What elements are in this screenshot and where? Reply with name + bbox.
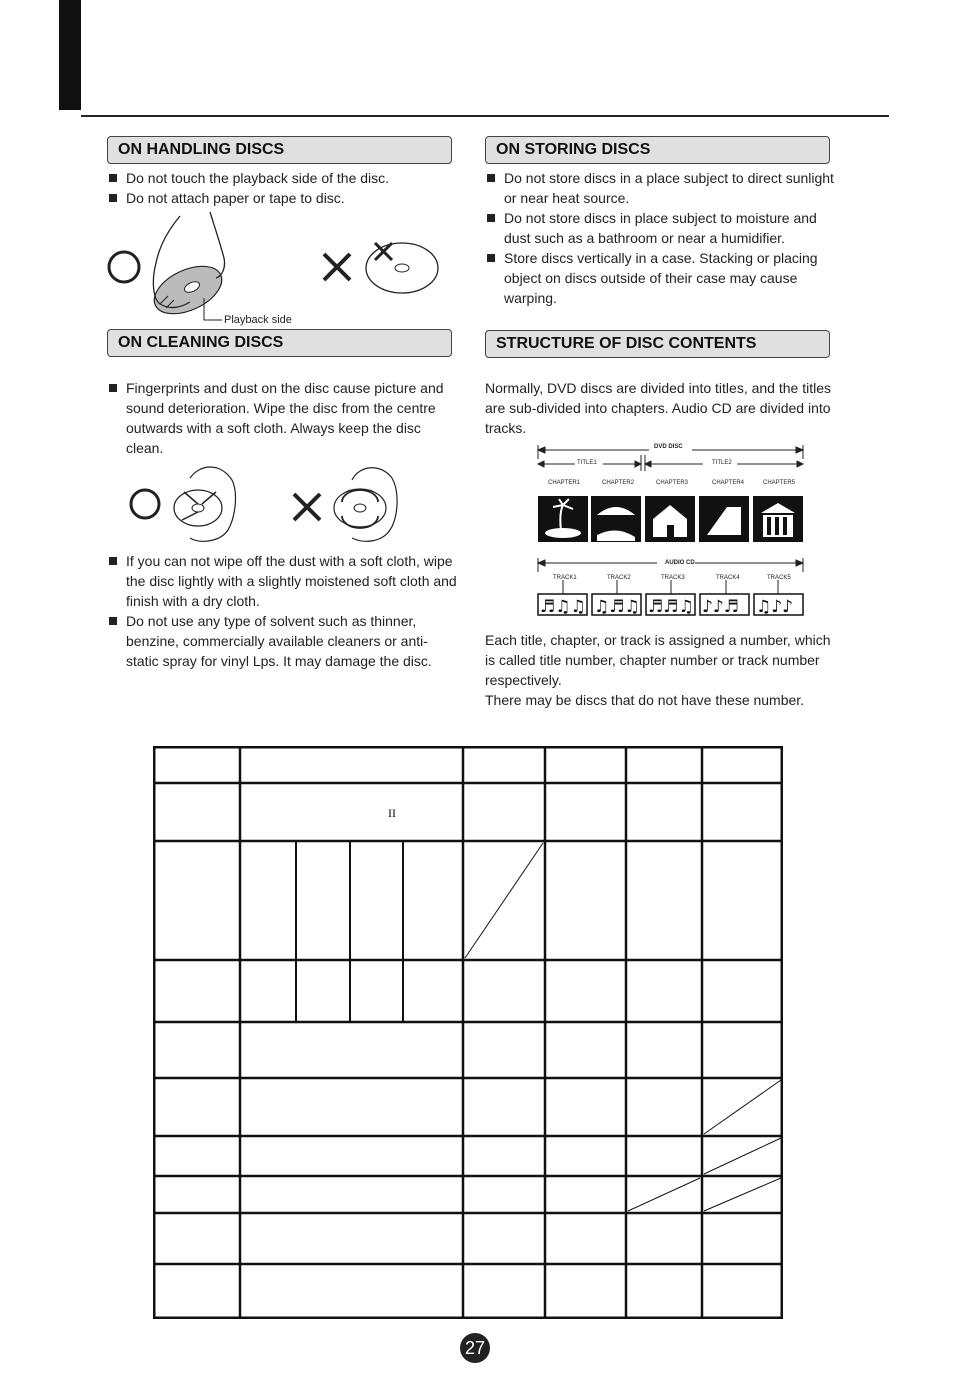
- header-rule: [81, 115, 889, 117]
- track-label: TRACK1: [553, 575, 577, 581]
- incorrect-x-icon: [324, 254, 350, 280]
- cd-structure-diagram: [537, 556, 804, 616]
- cleaning-bullet: Fingerprints and dust on the disc cause picture and sound deterioration. Wipe the disc from the centre outwards with a soft cloth. Always keep the disc clean.: [107, 378, 457, 458]
- storing-bullet: Store discs vertically in a case. Stacking or placing object on discs outside of their case may cause warping.: [485, 248, 835, 308]
- handling-illustration: [100, 208, 450, 326]
- chapter-label: CHAPTER5: [763, 480, 796, 486]
- svg-text:♫♪♪: ♫♪♪: [756, 597, 793, 616]
- title-label: TITLE1: [577, 460, 597, 466]
- handling-bullet: Do not touch the playback side of the disc.: [107, 168, 457, 188]
- structure-outro: [485, 630, 835, 710]
- cleaning-bullet: If you can not wipe off the dust with a soft cloth, wipe the disc lightly with a slightly moistened soft cloth and finish with a dry cloth.: [107, 551, 459, 611]
- chapter-label: CHAPTER3: [656, 480, 689, 486]
- storing-heading: ON STORING DISCS: [485, 136, 830, 164]
- dvd-disc-label: DVD DISC: [654, 444, 683, 450]
- numbering-note: Each title, chapter, or track is assigned a number, which is called title number, chapter number or track number respectively.: [485, 632, 831, 688]
- wipe-circular-disc-icon: [334, 468, 397, 542]
- page-tab-block: [59, 0, 81, 110]
- cleaning-illustration: [120, 458, 410, 546]
- correct-circle-icon: [131, 490, 159, 518]
- svg-text:♪♪♬: ♪♪♬: [702, 597, 739, 616]
- structure-intro: Normally, DVD discs are divided into titles, and the titles are sub-divided into chapters. Audio CD are divided into tracks.: [485, 380, 831, 436]
- chapter-label: CHAPTER4: [712, 480, 745, 486]
- wipe-outwards-disc-icon: [174, 467, 235, 541]
- missing-number-note: There may be discs that do not have these number.: [485, 692, 805, 708]
- correct-circle-icon: [109, 252, 139, 282]
- track-label: TRACK4: [716, 575, 740, 581]
- title-label: TITLE2: [712, 460, 732, 466]
- handling-bullet: Do not attach paper or tape to disc.: [107, 188, 457, 208]
- chapter-label: CHAPTER1: [548, 480, 581, 486]
- track-label: TRACK3: [661, 575, 685, 581]
- cleaning-list-2: [107, 551, 459, 671]
- storing-bullet: Do not store discs in place subject to moisture and dust such as a bathroom or near a humidifier.: [485, 208, 835, 248]
- cleaning-bullet: Do not use any type of solvent such as thinner, benzine, commercially available cleaners or anti-static spray for vinyl Lps. It may damage the disc.: [107, 611, 459, 671]
- dvd-structure-diagram: [537, 443, 804, 543]
- handling-list: [107, 168, 457, 208]
- hand-holding-disc-icon: [147, 212, 229, 323]
- track-label: TRACK2: [607, 575, 631, 581]
- handling-heading: ON HANDLING DISCS: [107, 136, 452, 164]
- track-label: TRACK5: [767, 575, 791, 581]
- audio-cd-label: AUDIO CD: [665, 560, 695, 566]
- playback-side-caption: Playback side: [224, 314, 292, 326]
- disc-with-tape-icon: [366, 243, 438, 293]
- storing-bullet: Do not store discs in a place subject to direct sunlight or near heat source.: [485, 168, 835, 208]
- svg-text:♫♬♫: ♫♬♫: [594, 597, 640, 616]
- cleaning-list-1: [107, 378, 457, 458]
- incorrect-x-icon: [294, 494, 320, 520]
- disc-type-table: [153, 746, 783, 1319]
- storing-list: [485, 168, 835, 308]
- structure-heading: STRUCTURE OF DISC CONTENTS: [485, 330, 830, 358]
- table-mark: II: [388, 806, 396, 820]
- svg-text:♬♫♫: ♬♫♫: [540, 597, 586, 616]
- page-number: 27: [460, 1333, 490, 1363]
- cleaning-heading: ON CLEANING DISCS: [107, 329, 452, 357]
- svg-text:♬♬♫: ♬♬♫: [648, 597, 694, 616]
- chapter-label: CHAPTER2: [602, 480, 635, 486]
